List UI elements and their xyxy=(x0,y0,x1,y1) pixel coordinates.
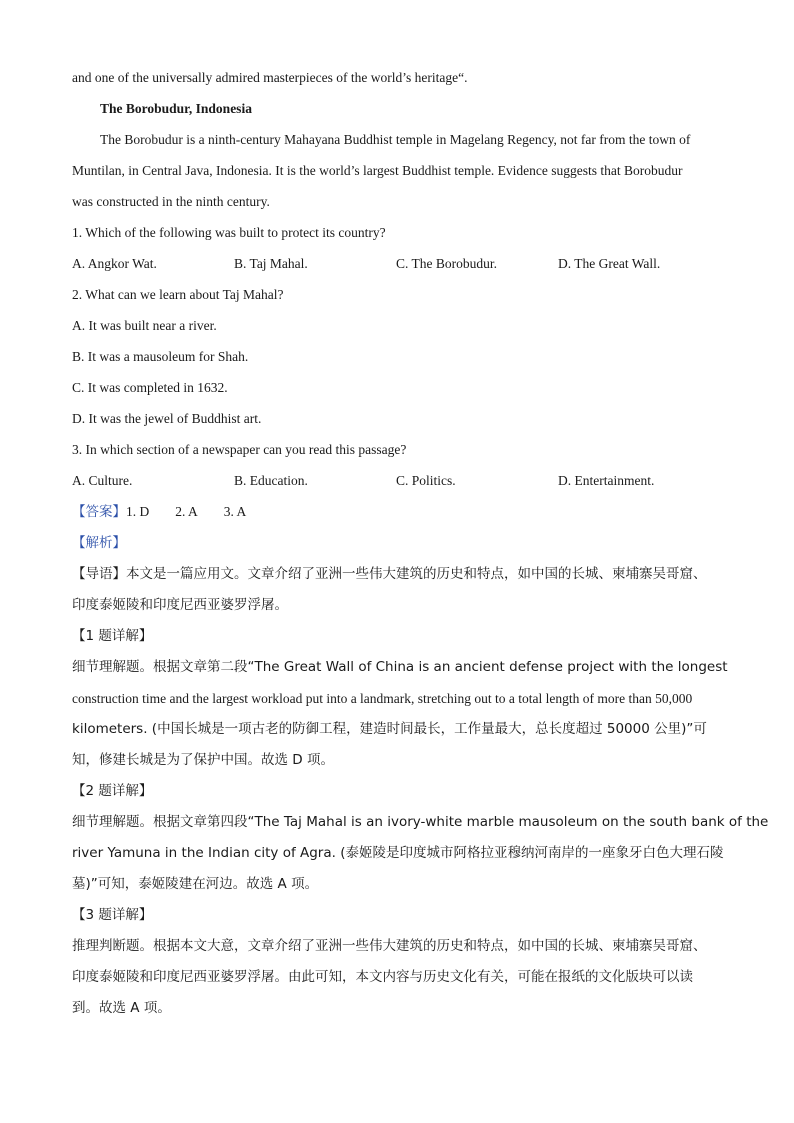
answer-label: 【答案】 xyxy=(72,504,126,520)
detail-line: 细节理解题。根据文章第二段“The Great Wall of China is an ancient defense project with the longest xyxy=(72,659,728,675)
option: C. It was completed in 1632. xyxy=(72,380,228,395)
option: B. It was a mausoleum for Shah. xyxy=(72,349,249,364)
question-stem: 1. Which of the following was built to protect its country? xyxy=(72,225,386,240)
detail-line: 印度泰姬陵和印度尼西亚婆罗浮屠。由此可知，本文内容与历史文化有关，可能在报纸的文化版块可以读 xyxy=(72,969,693,985)
answer-line xyxy=(72,496,724,528)
answer-item: 3. A xyxy=(223,504,247,519)
option: B. Education. xyxy=(234,473,308,488)
document-page xyxy=(72,62,769,1024)
answer-item: 1. D xyxy=(126,504,150,519)
detail-line: 到。故选 A 项。 xyxy=(72,1000,171,1016)
option: C. The Borobudur. xyxy=(396,256,497,271)
detail-line: 墓)”可知，泰姬陵建在河边。故选 A 项。 xyxy=(72,876,319,892)
option: A. Angkor Wat. xyxy=(72,256,157,271)
detail-line: 细节理解题。根据文章第四段“The Taj Mahal is an ivory-white marble mausoleum on the south bank of the xyxy=(72,814,769,830)
paragraph-line: was constructed in the ninth century. xyxy=(72,194,270,209)
option: A. Culture. xyxy=(72,473,133,488)
analysis-label: 【解析】 xyxy=(72,535,126,551)
option: C. Politics. xyxy=(396,473,456,488)
guide-line: 印度泰姬陵和印度尼西亚婆罗浮屠。 xyxy=(72,597,288,613)
detail-title: 【2 题详解】 xyxy=(72,783,153,799)
option: D. Entertainment. xyxy=(558,473,655,488)
paragraph-line: Muntilan, in Central Java, Indonesia. It is the world’s largest Buddhist temple. Evidence suggests that Borobudur xyxy=(72,163,683,178)
detail-title: 【1 题详解】 xyxy=(72,628,153,644)
guide-line: 【导语】本文是一篇应用文。文章介绍了亚洲一些伟大建筑的历史和特点，如中国的长城、柬埔寨吴哥窟、 xyxy=(72,566,707,582)
question-stem: 3. In which section of a newspaper can you read this passage? xyxy=(72,442,407,457)
answer-item: 2. A xyxy=(175,504,198,519)
option: D. The Great Wall. xyxy=(558,256,661,271)
paragraph-line: The Borobudur is a ninth-century Mahayana Buddhist temple in Magelang Regency, not far from the town of xyxy=(100,132,691,147)
intro-tail: and one of the universally admired masterpieces of the world’s heritage“. xyxy=(72,70,468,85)
detail-title: 【3 题详解】 xyxy=(72,907,153,923)
question-options xyxy=(72,248,724,279)
detail-line: construction time and the largest workload put into a landmark, stretching out to a total length of more than 50,000 xyxy=(72,691,693,706)
detail-line: kilometers. (中国长城是一项古老的防御工程，建造时间最长，工作量最大，总长度超过 50000 公里)”可 xyxy=(72,721,707,737)
question-stem: 2. What can we learn about Taj Mahal? xyxy=(72,287,284,302)
option: A. It was built near a river. xyxy=(72,318,217,333)
detail-line: 知，修建长城是为了保护中国。故选 D 项。 xyxy=(72,752,334,768)
section-title: The Borobudur, Indonesia xyxy=(100,101,252,116)
detail-line: 推理判断题。根据本文大意，文章介绍了亚洲一些伟大建筑的历史和特点，如中国的长城、柬埔寨吴哥窟、 xyxy=(72,938,707,954)
option: D. It was the jewel of Buddhist art. xyxy=(72,411,262,426)
question-options xyxy=(72,465,724,496)
detail-line: river Yamuna in the Indian city of Agra. (泰姬陵是印度城市阿格拉亚穆纳河南岸的一座象牙白色大理石陵 xyxy=(72,845,724,861)
option: B. Taj Mahal. xyxy=(234,256,308,271)
